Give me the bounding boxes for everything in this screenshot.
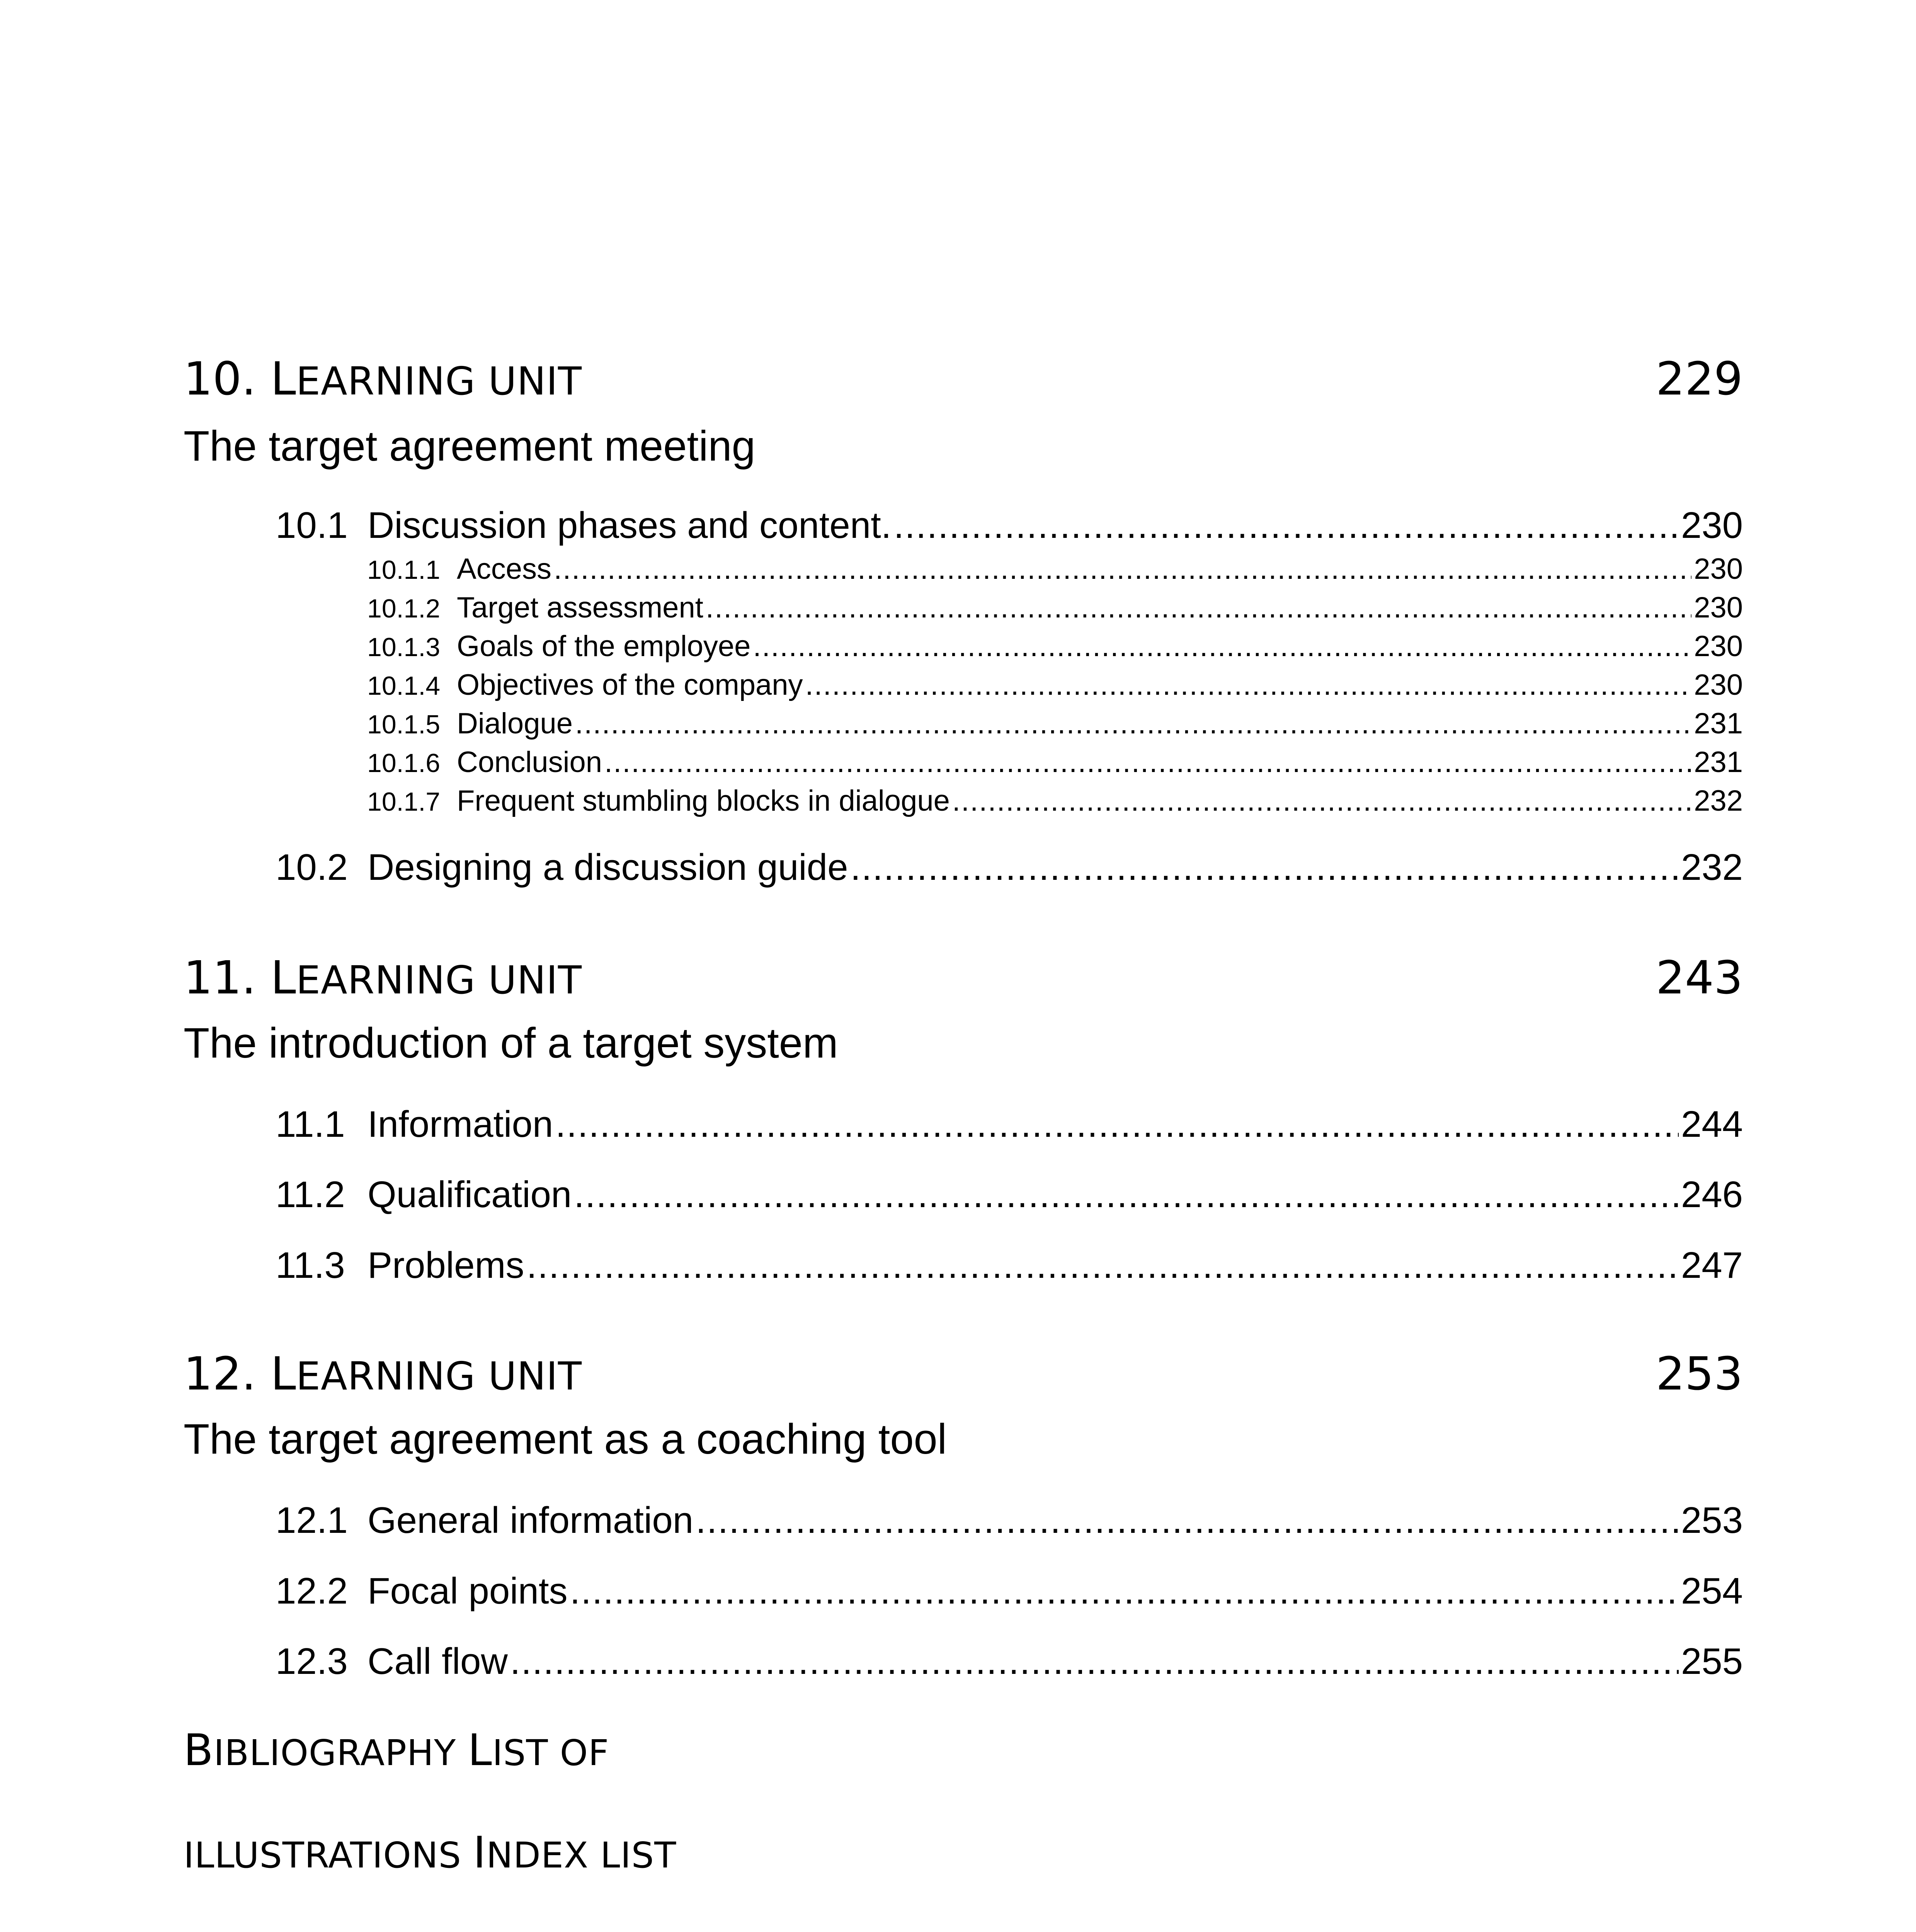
toc-entry-11-3[interactable] (276, 1242, 1743, 1289)
toc-page: 244 (1681, 1104, 1743, 1145)
toc-title: Discussion phases and content. (368, 505, 892, 546)
index-initial: I (473, 1828, 487, 1878)
toc-page: 230 (1694, 668, 1743, 701)
toc-page: 255 (1681, 1641, 1743, 1682)
unit-page-number: 253 (1656, 1347, 1743, 1400)
toc-number: 10.1.2 (367, 594, 441, 623)
unit-number: 12. (184, 1347, 271, 1400)
toc-leader (575, 705, 1691, 742)
toc-entry-10-1-4[interactable] (367, 667, 1743, 704)
toc-entry-10-1-2[interactable] (367, 589, 1743, 627)
toc-number: 11.1 (276, 1104, 345, 1145)
illustrations-text: ILLUSTRATIONS (184, 1835, 473, 1876)
toc-title: Information (368, 1104, 553, 1145)
toc-entry-10-1-5[interactable] (367, 705, 1743, 743)
toc-entry-10-1-1[interactable] (367, 551, 1743, 588)
unit-12-heading (184, 1345, 1743, 1405)
list-of-rest: IST OF (492, 1732, 609, 1774)
toc-leader (570, 1568, 1679, 1614)
toc-entry-10-1[interactable] (276, 502, 1743, 549)
toc-entry-10-2[interactable] (276, 844, 1743, 891)
toc-leader (574, 1172, 1679, 1218)
toc-entry-10-1-7[interactable] (367, 782, 1743, 820)
toc-number: 11.2 (276, 1174, 345, 1215)
toc-page: 231 (1694, 707, 1743, 740)
unit-heading-label (184, 350, 582, 410)
toc-title: Access (457, 553, 551, 585)
unit-10-subtitle: The target agreement meeting (184, 422, 756, 470)
unit-heading-initial: L (271, 1347, 296, 1400)
toc-leader (893, 502, 1678, 549)
toc-leader (696, 1497, 1679, 1544)
toc-leader (805, 667, 1692, 704)
unit-heading-rest: EARNING UNIT (296, 359, 582, 404)
toc-number: 10.1.7 (367, 787, 441, 816)
toc-title: Qualification (368, 1174, 572, 1215)
toc-page: 232 (1681, 847, 1743, 888)
toc-number: 10.2 (276, 847, 348, 888)
toc-leader (753, 628, 1691, 665)
toc-leader (604, 744, 1691, 781)
unit-heading-label (184, 949, 582, 1009)
toc-number: 10.1.5 (367, 710, 441, 739)
bibliography-rest: IBLIOGRAPHY (213, 1732, 468, 1774)
list-of-initial: L (468, 1725, 492, 1776)
toc-page: 232 (1694, 784, 1743, 817)
toc-page: 230 (1694, 630, 1743, 663)
unit-number: 10. (184, 352, 271, 405)
unit-number: 11. (184, 951, 271, 1004)
unit-heading-rest: EARNING UNIT (296, 1354, 582, 1399)
bibliography-initial: B (184, 1725, 214, 1776)
toc-number: 12.1 (276, 1500, 348, 1541)
toc-number: 12.3 (276, 1641, 348, 1682)
backmatter-line-2[interactable] (184, 1824, 676, 1884)
toc-title: Focal points (368, 1570, 568, 1612)
toc-number: 10.1.3 (367, 633, 441, 662)
toc-leader (952, 782, 1691, 820)
toc-number: 10.1 (276, 505, 348, 546)
toc-title: Problems (368, 1245, 524, 1286)
toc-entry-12-3[interactable] (276, 1638, 1743, 1685)
unit-10-heading (184, 350, 1743, 410)
toc-entry-11-2[interactable] (276, 1172, 1743, 1218)
toc-leader (526, 1242, 1678, 1289)
unit-11-heading (184, 949, 1743, 1009)
toc-title: Call flow (368, 1641, 508, 1682)
toc-number: 10.1.1 (367, 555, 441, 585)
toc-title: Objectives of the company (457, 668, 803, 701)
toc-title: Goals of the employee (457, 630, 751, 663)
toc-page: 230 (1694, 553, 1743, 585)
unit-12-subtitle: The target agreement as a coaching tool (184, 1415, 947, 1463)
toc-leader (850, 844, 1678, 891)
unit-heading-rest: EARNING UNIT (296, 957, 582, 1003)
toc-page: 253 (1681, 1500, 1743, 1541)
toc-title: Frequent stumbling blocks in dialogue (457, 784, 950, 817)
toc-entry-10-1-6[interactable] (367, 744, 1743, 782)
unit-heading-label (184, 1345, 582, 1405)
index-rest: NDEX LIST (486, 1835, 677, 1876)
toc-number: 10.1.6 (367, 748, 441, 778)
backmatter-line-1[interactable] (184, 1721, 609, 1782)
toc-page: 230 (1694, 591, 1743, 624)
toc-entry-12-1[interactable] (276, 1497, 1743, 1544)
toc-page: 246 (1681, 1174, 1743, 1215)
toc-leader (554, 551, 1691, 588)
toc-leader (510, 1638, 1679, 1685)
toc-page: 231 (1694, 746, 1743, 779)
unit-11-subtitle: The introduction of a target system (184, 1019, 838, 1067)
toc-number: 11.3 (276, 1245, 345, 1286)
toc-number: 10.1.4 (367, 671, 441, 701)
unit-page-number: 243 (1656, 951, 1743, 1004)
toc-entry-10-1-3[interactable] (367, 628, 1743, 666)
toc-title: General information (368, 1500, 694, 1541)
toc-leader (706, 589, 1691, 626)
toc-title: Designing a discussion guide (368, 847, 848, 888)
toc-page: 254 (1681, 1570, 1743, 1612)
unit-page-number: 229 (1656, 352, 1743, 405)
toc-leader (555, 1101, 1679, 1148)
toc-title: Target assessment (457, 591, 703, 624)
toc-entry-11-1[interactable] (276, 1101, 1743, 1148)
toc-entry-12-2[interactable] (276, 1568, 1743, 1614)
unit-heading-initial: L (271, 352, 296, 405)
toc-page: 247 (1681, 1245, 1743, 1286)
toc-title: Conclusion (457, 746, 602, 779)
toc-number: 12.2 (276, 1570, 348, 1612)
toc-title: Dialogue (457, 707, 573, 740)
unit-heading-initial: L (271, 951, 296, 1004)
toc-page: 230 (1681, 505, 1743, 546)
